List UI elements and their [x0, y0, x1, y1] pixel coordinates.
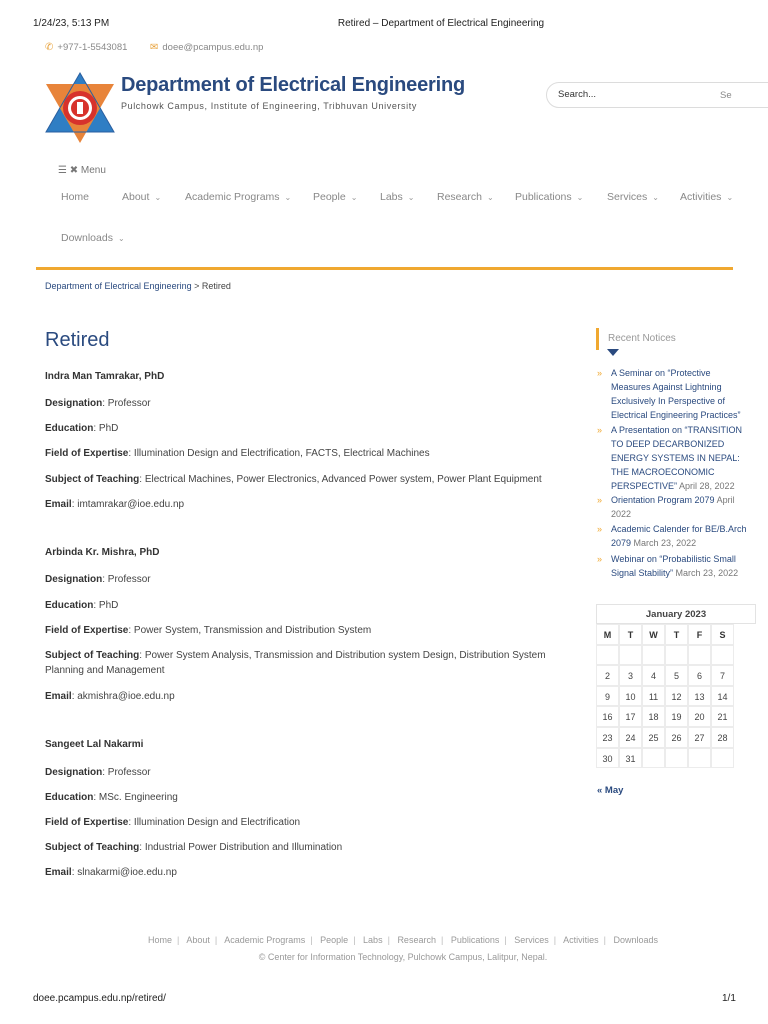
- calendar-day-header: S: [711, 624, 734, 645]
- person-email: Email: slnakarmi@ioe.edu.np: [45, 867, 177, 878]
- chevron-down-icon: ⌄: [154, 193, 162, 202]
- menu-toggle-button[interactable]: ☰ ✖ Menu: [58, 165, 106, 176]
- nav-item-label: Publications: [515, 191, 572, 203]
- notice-link[interactable]: A Seminar on “Protective Measures Against Lightning Exclusively In Perspective of Electrical Engineering Practices”: [611, 368, 741, 420]
- notice-item[interactable]: [597, 423, 747, 493]
- nav-item-label: About: [122, 191, 150, 203]
- calendar: [596, 604, 768, 768]
- calendar-day-cell: [711, 645, 734, 666]
- print-datetime: 1/24/23, 5:13 PM: [33, 18, 110, 29]
- search-input[interactable]: Search...: [546, 82, 768, 108]
- nav-item-label: Home: [61, 191, 90, 203]
- breadcrumb-home-link[interactable]: Department of Electrical Engineering: [45, 281, 192, 291]
- notice-link[interactable]: Orientation Program 2079: [611, 495, 715, 505]
- calendar-day-header: M: [596, 624, 619, 645]
- person-education: Education: PhD: [45, 600, 119, 611]
- calendar-day-header: T: [619, 624, 642, 645]
- nav-item-people[interactable]: [313, 191, 357, 203]
- calendar-day-cell: 31: [619, 748, 642, 769]
- phone-number: +977-1-5543081: [57, 42, 128, 53]
- email-link[interactable]: imtamrakar@ioe.edu.np: [77, 499, 185, 510]
- caret-down-icon: [607, 349, 619, 356]
- person-teaching: Subject of Teaching: Electrical Machines, Power Electronics, Advanced Power system, Power Plant Equipment: [45, 474, 542, 485]
- notice-item[interactable]: [597, 552, 747, 580]
- calendar-header-row: [596, 624, 756, 645]
- calendar-day-header: T: [665, 624, 688, 645]
- notice-date: March 23, 2022: [633, 538, 697, 548]
- double-chevron-right-icon: »: [597, 495, 603, 505]
- calendar-day-cell: 4: [642, 665, 665, 686]
- calendar-day-cell: 24: [619, 727, 642, 748]
- person-expertise: Field of Expertise: Illumination Design and Electrification: [45, 817, 301, 828]
- calendar-day-cell: [642, 645, 665, 666]
- nav-item-academic-programs[interactable]: [185, 191, 291, 203]
- envelope-icon: ✉: [150, 42, 159, 53]
- print-url: doee.pcampus.edu.np/retired/: [33, 993, 166, 1004]
- person-teaching: Subject of Teaching: Power System Analysis, Transmission and Distribution system Design, Distribution System Planning and Management: [45, 650, 546, 676]
- calendar-day-cell: [711, 748, 734, 769]
- footer-link-downloads[interactable]: Downloads: [613, 935, 658, 945]
- chevron-down-icon: ⌄: [576, 193, 584, 202]
- calendar-day-cell: 5: [665, 665, 688, 686]
- calendar-prev-month-link[interactable]: « May: [597, 785, 624, 796]
- person-education: Education: MSc. Engineering: [45, 792, 178, 803]
- calendar-day-header: F: [688, 624, 711, 645]
- notice-item[interactable]: [597, 366, 747, 422]
- email-address: doee@pcampus.edu.np: [162, 42, 264, 53]
- calendar-day-cell: [596, 645, 619, 666]
- person-name: Sangeet Lal Nakarmi: [45, 739, 144, 750]
- nav-item-label: Activities: [680, 191, 722, 203]
- calendar-day-cell: 26: [665, 727, 688, 748]
- site-subtitle: Pulchowk Campus, Institute of Engineering, Tribhuvan University: [121, 101, 417, 111]
- notice-link[interactable]: Academic Calender for BE/B.Arch 2079: [611, 524, 747, 548]
- copyright-text: © Center for Information Technology, Pulchowk Campus, Lalitpur, Nepal.: [258, 952, 548, 962]
- double-chevron-right-icon: »: [597, 524, 603, 534]
- chevron-down-icon: ⌄: [486, 193, 494, 202]
- person-designation: Designation: Professor: [45, 398, 151, 409]
- person-name: Arbinda Kr. Mishra, PhD: [45, 547, 160, 558]
- search-button[interactable]: Se: [720, 90, 732, 101]
- nav-item-publications[interactable]: [515, 191, 583, 203]
- notice-item[interactable]: [597, 493, 747, 521]
- footer-link-research[interactable]: Research: [397, 935, 436, 945]
- nav-item-home[interactable]: [61, 191, 89, 203]
- notice-item[interactable]: [597, 522, 747, 550]
- person-designation: Designation: Professor: [45, 767, 151, 778]
- calendar-caption: January 2023: [596, 604, 756, 624]
- person-email: Email: akmishra@ioe.edu.np: [45, 691, 175, 702]
- footer-nav: Home | About | Academic Programs | People | Labs | Research | Publications | Services | Activities | Downloads: [148, 935, 658, 945]
- footer-link-academic-programs[interactable]: Academic Programs: [224, 935, 306, 945]
- calendar-day-cell: 10: [619, 686, 642, 707]
- footer-link-about[interactable]: About: [186, 935, 210, 945]
- calendar-day-cell: [688, 748, 711, 769]
- chevron-down-icon: ⌄: [726, 193, 734, 202]
- calendar-day-cell: 16: [596, 706, 619, 727]
- calendar-day-cell: 2: [596, 665, 619, 686]
- calendar-day-cell: 21: [711, 706, 734, 727]
- footer-link-services[interactable]: Services: [514, 935, 549, 945]
- calendar-day-header: W: [642, 624, 665, 645]
- calendar-day-cell: 19: [665, 706, 688, 727]
- chevron-down-icon: ⌄: [117, 234, 125, 243]
- calendar-week-row: [596, 748, 756, 769]
- print-doc-title: Retired – Department of Electrical Engineering: [337, 18, 545, 29]
- calendar-day-cell: [665, 645, 688, 666]
- nav-item-label: Research: [437, 191, 482, 203]
- nav-item-label: People: [313, 191, 346, 203]
- chevron-down-icon: ⌄: [652, 193, 659, 202]
- nav-item-research[interactable]: [437, 191, 494, 203]
- print-page-number: 1/1: [722, 993, 736, 1004]
- department-logo-icon[interactable]: [44, 70, 116, 146]
- calendar-day-cell: [619, 645, 642, 666]
- breadcrumb-current: Retired: [201, 281, 231, 291]
- notice-link[interactable]: Webinar on “Probabilistic Small Signal Stability”: [611, 554, 736, 578]
- notice-date: April 2022: [611, 495, 735, 519]
- nav-item-downloads[interactable]: [61, 232, 125, 244]
- person-name: Indra Man Tamrakar, PhD: [45, 371, 165, 382]
- calendar-week-row: [596, 727, 756, 748]
- nav-item-label: Services: [607, 191, 648, 203]
- calendar-day-cell: 20: [688, 706, 711, 727]
- nav-item-about[interactable]: [122, 191, 161, 203]
- breadcrumb: [45, 281, 231, 291]
- footer-link-activities[interactable]: Activities: [563, 935, 599, 945]
- nav-item-label: Labs: [380, 191, 403, 203]
- calendar-day-cell: 13: [688, 686, 711, 707]
- calendar-day-cell: 28: [711, 727, 734, 748]
- page-title: Retired: [45, 329, 110, 351]
- footer-link-people[interactable]: People: [320, 935, 349, 945]
- person-designation: Designation: Professor: [45, 574, 151, 585]
- recent-notices-accent: [596, 328, 599, 350]
- double-chevron-right-icon: »: [597, 554, 603, 564]
- nav-item-activities[interactable]: [680, 191, 768, 203]
- double-chevron-right-icon: »: [597, 425, 603, 435]
- nav-item-services[interactable]: [607, 191, 659, 203]
- calendar-week-row: [596, 645, 756, 666]
- calendar-day-cell: 14: [711, 686, 734, 707]
- person-expertise: Field of Expertise: Illumination Design and Electrification, FACTS, Electrical Machines: [45, 448, 430, 459]
- calendar-day-cell: 7: [711, 665, 734, 686]
- chevron-down-icon: ⌄: [284, 193, 292, 202]
- calendar-day-cell: 18: [642, 706, 665, 727]
- double-chevron-right-icon: »: [597, 368, 603, 378]
- breadcrumb-separator: >: [194, 281, 200, 291]
- nav-item-label: Academic Programs: [185, 191, 280, 203]
- phone-contact[interactable]: [45, 42, 127, 53]
- calendar-day-cell: 25: [642, 727, 665, 748]
- calendar-day-cell: 9: [596, 686, 619, 707]
- email-link[interactable]: slnakarmi@ioe.edu.np: [77, 867, 177, 878]
- footer-link-labs[interactable]: Labs: [363, 935, 383, 945]
- calendar-day-cell: 27: [688, 727, 711, 748]
- footer-link-home[interactable]: Home: [148, 935, 173, 945]
- nav-item-label: Downloads: [61, 232, 113, 244]
- person-expertise: Field of Expertise: Power System, Transmission and Distribution System: [45, 625, 372, 636]
- email-link[interactable]: akmishra@ioe.edu.np: [77, 691, 175, 702]
- recent-notices-title: Recent Notices: [608, 333, 676, 344]
- calendar-day-cell: 11: [642, 686, 665, 707]
- calendar-day-cell: [688, 645, 711, 666]
- email-contact[interactable]: [150, 42, 263, 53]
- notice-link[interactable]: A Presentation on “TRANSITION TO DEEP DECARBONIZED ENERGY SYSTEMS IN NEPAL: THE MACROECONOMIC PERSPECTIVE”: [611, 425, 743, 491]
- calendar-week-row: [596, 706, 756, 727]
- site-title[interactable]: Department of Electrical Engineering: [121, 74, 465, 96]
- calendar-day-cell: 6: [688, 665, 711, 686]
- notice-date: April 28, 2022: [679, 481, 735, 491]
- person-education: Education: PhD: [45, 423, 119, 434]
- calendar-day-cell: 23: [596, 727, 619, 748]
- calendar-day-cell: [665, 748, 688, 769]
- nav-item-labs[interactable]: [380, 191, 414, 203]
- calendar-week-row: [596, 665, 756, 686]
- calendar-day-cell: 12: [665, 686, 688, 707]
- person-teaching: Subject of Teaching: Industrial Power Distribution and Illumination: [45, 842, 343, 853]
- calendar-week-row: [596, 686, 756, 707]
- chevron-down-icon: ⌄: [407, 193, 415, 202]
- notice-date: March 23, 2022: [675, 568, 739, 578]
- calendar-day-cell: 3: [619, 665, 642, 686]
- calendar-day-cell: [642, 748, 665, 769]
- chevron-down-icon: ⌄: [350, 193, 358, 202]
- person-email: Email: imtamrakar@ioe.edu.np: [45, 499, 185, 510]
- footer-link-publications[interactable]: Publications: [450, 935, 500, 945]
- nav-accent-divider: [36, 267, 733, 270]
- phone-icon: ✆: [45, 42, 54, 53]
- calendar-day-cell: 30: [596, 748, 619, 769]
- calendar-day-cell: 17: [619, 706, 642, 727]
